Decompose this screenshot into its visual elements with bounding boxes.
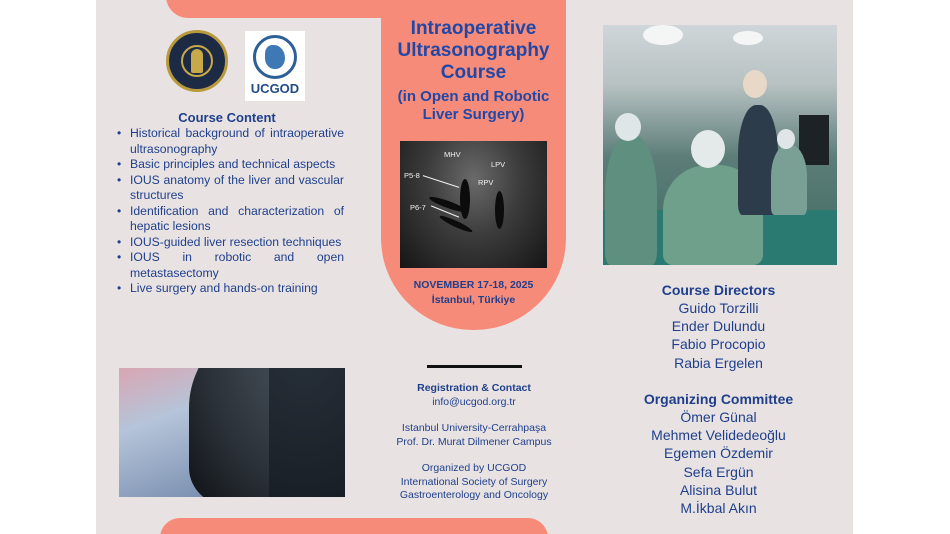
list-item: Guido Torzilli — [678, 300, 759, 316]
list-item: Sefa Ergün — [683, 463, 754, 480]
contact-section — [379, 382, 569, 503]
course-title-main: Intraoperative Ultrasonography Course — [397, 18, 550, 83]
list-item: • IOUS anatomy of the liver and vascular structures — [116, 173, 344, 204]
venue-line: Istanbul University-Cerrahpaşa — [401, 422, 547, 434]
list-item: Mehmet Velidedeoğlu — [651, 427, 786, 444]
list-item: • Basic principles and technical aspects — [116, 157, 344, 173]
label-p6-7: P6-7 — [410, 203, 426, 212]
operating-room-photo — [603, 25, 837, 265]
course-directors-heading: Course Directors — [661, 282, 776, 298]
list-item: Ömer Günal — [680, 409, 757, 425]
ultrasound-image — [400, 141, 547, 268]
organizer-line: Organized by UCGOD — [421, 462, 527, 474]
list-item: Rabia Ergelen — [674, 354, 763, 371]
course-title — [381, 18, 566, 124]
list-item: • Historical background of intraoperative ultrasonography — [116, 126, 344, 157]
intraoperative-ultrasound-photo — [119, 368, 345, 497]
list-item: Fabio Procopio — [671, 336, 766, 353]
course-content-heading: Course Content — [178, 110, 276, 125]
event-date: NOVEMBER 17-18, 2025 — [413, 279, 534, 291]
list-item: Egemen Özdemir — [664, 445, 773, 462]
organizing-committee-list — [616, 408, 821, 517]
organizing-committee-heading: Organizing Committee — [643, 391, 794, 407]
decorative-pill-bottom — [160, 518, 548, 534]
istanbul-university-logo — [166, 30, 228, 92]
contact-heading: Registration & Contact — [417, 382, 531, 394]
organizer-line: International Society of Surgery — [400, 475, 548, 488]
list-item: • Live surgery and hands-on training — [116, 281, 344, 297]
contact-email[interactable]: info@ucgod.org.tr — [432, 395, 516, 408]
organizer-line: Gastroenterology and Oncology — [399, 489, 549, 501]
list-item: • IOUS-guided liver resection techniques — [116, 235, 344, 251]
label-rpv: RPV — [478, 178, 494, 187]
list-item: M.İkbal Akın — [680, 500, 757, 517]
list-item: • Identification and characterization of hepatic lesions — [116, 204, 344, 235]
label-mhv: MHV — [444, 150, 461, 159]
ucgod-logo — [245, 31, 305, 101]
course-content-list — [116, 126, 344, 297]
event-location: İstanbul, Türkiye — [431, 294, 516, 306]
course-directors-list — [616, 299, 821, 372]
course-poster — [96, 0, 853, 534]
label-lpv: LPV — [491, 160, 506, 169]
list-item: Ender Dulundu — [671, 318, 766, 335]
course-title-sub: (in Open and Robotic Liver Surgery) — [397, 88, 550, 123]
event-date-location — [381, 278, 566, 308]
section-divider — [427, 365, 522, 368]
ucgod-logo-text: UCGOD — [250, 81, 300, 96]
list-item: • IOUS in robotic and open metastasectomy — [116, 250, 344, 281]
venue-line: Prof. Dr. Murat Dilmener Campus — [396, 435, 552, 448]
label-p5-8: P5-8 — [404, 171, 420, 180]
list-item: Alisina Bulut — [679, 481, 758, 498]
